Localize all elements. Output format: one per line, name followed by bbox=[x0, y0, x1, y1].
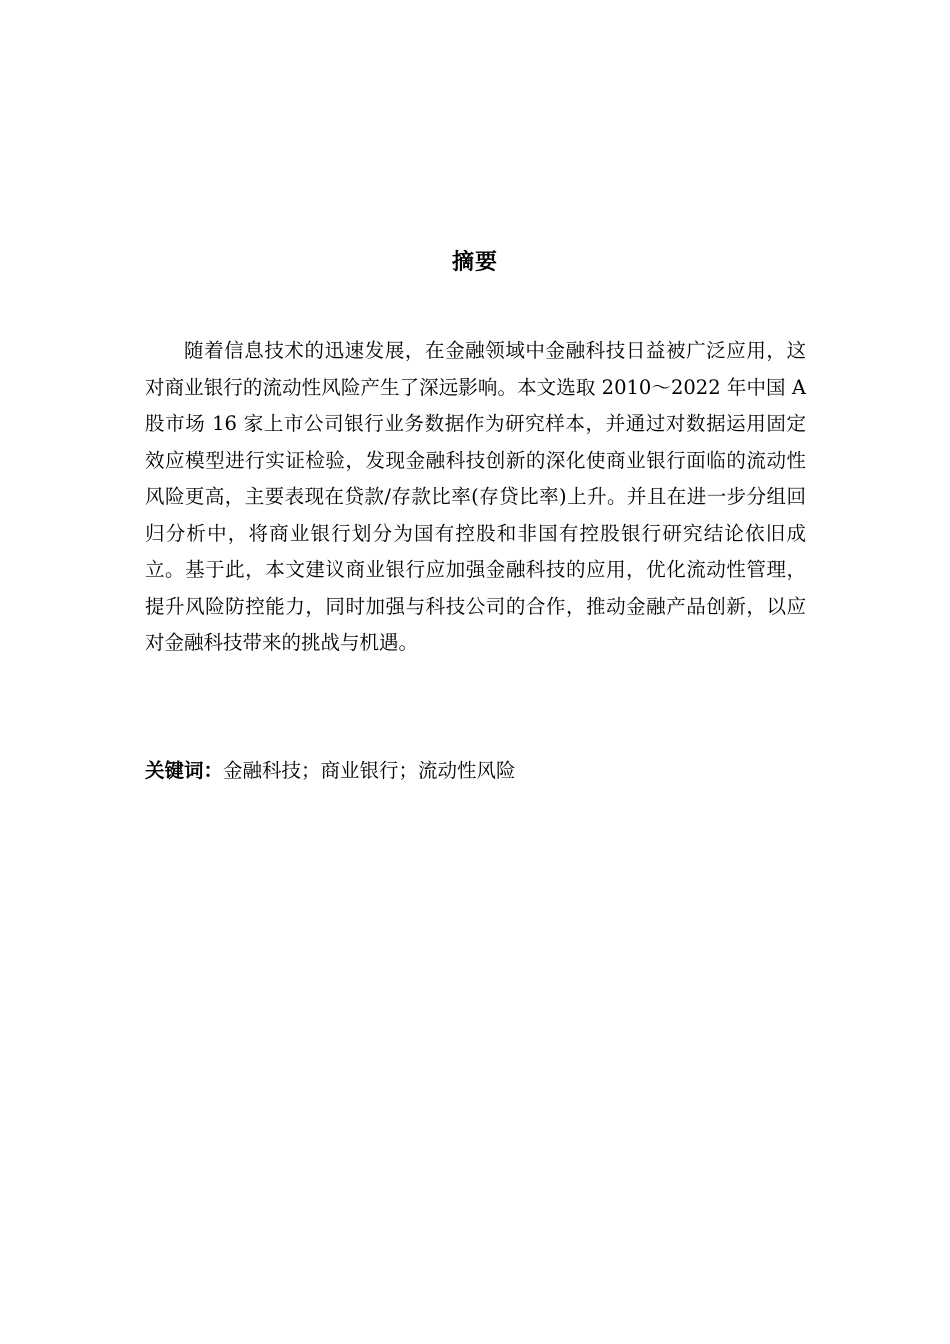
keywords-line bbox=[145, 753, 806, 789]
abstract-paragraph: 随着信息技术的迅速发展，在金融领域中金融科技日益被广泛应用，这对商业银行的流动性风险产生了深远影响。本文选取 2010～2022 年中国 A 股市场 16 家上市公司银行业务数据作为研究样本，并通过对数据运用固定效应模型进行实证检验，发现金融科技创新的深化使商业银行面临的流动性风险更高，主要表现在贷款/存款比率(存贷比率)上升。并且在进一步分组回归分析中，将商业银行划分为国有控股和非国有控股银行研究结论依旧成立。基于此，本文建议商业银行应加强金融科技的应用，优化流动性管理，提升风险防控能力，同时加强与科技公司的合作，推动金融产品创新，以应对金融科技带来的挑战与机遇。 bbox=[145, 339, 806, 654]
abstract-title: 摘要 bbox=[451, 250, 498, 275]
keywords-label: 关键词： bbox=[145, 759, 224, 782]
keywords-text: 金融科技；商业银行；流动性风险 bbox=[223, 759, 516, 782]
